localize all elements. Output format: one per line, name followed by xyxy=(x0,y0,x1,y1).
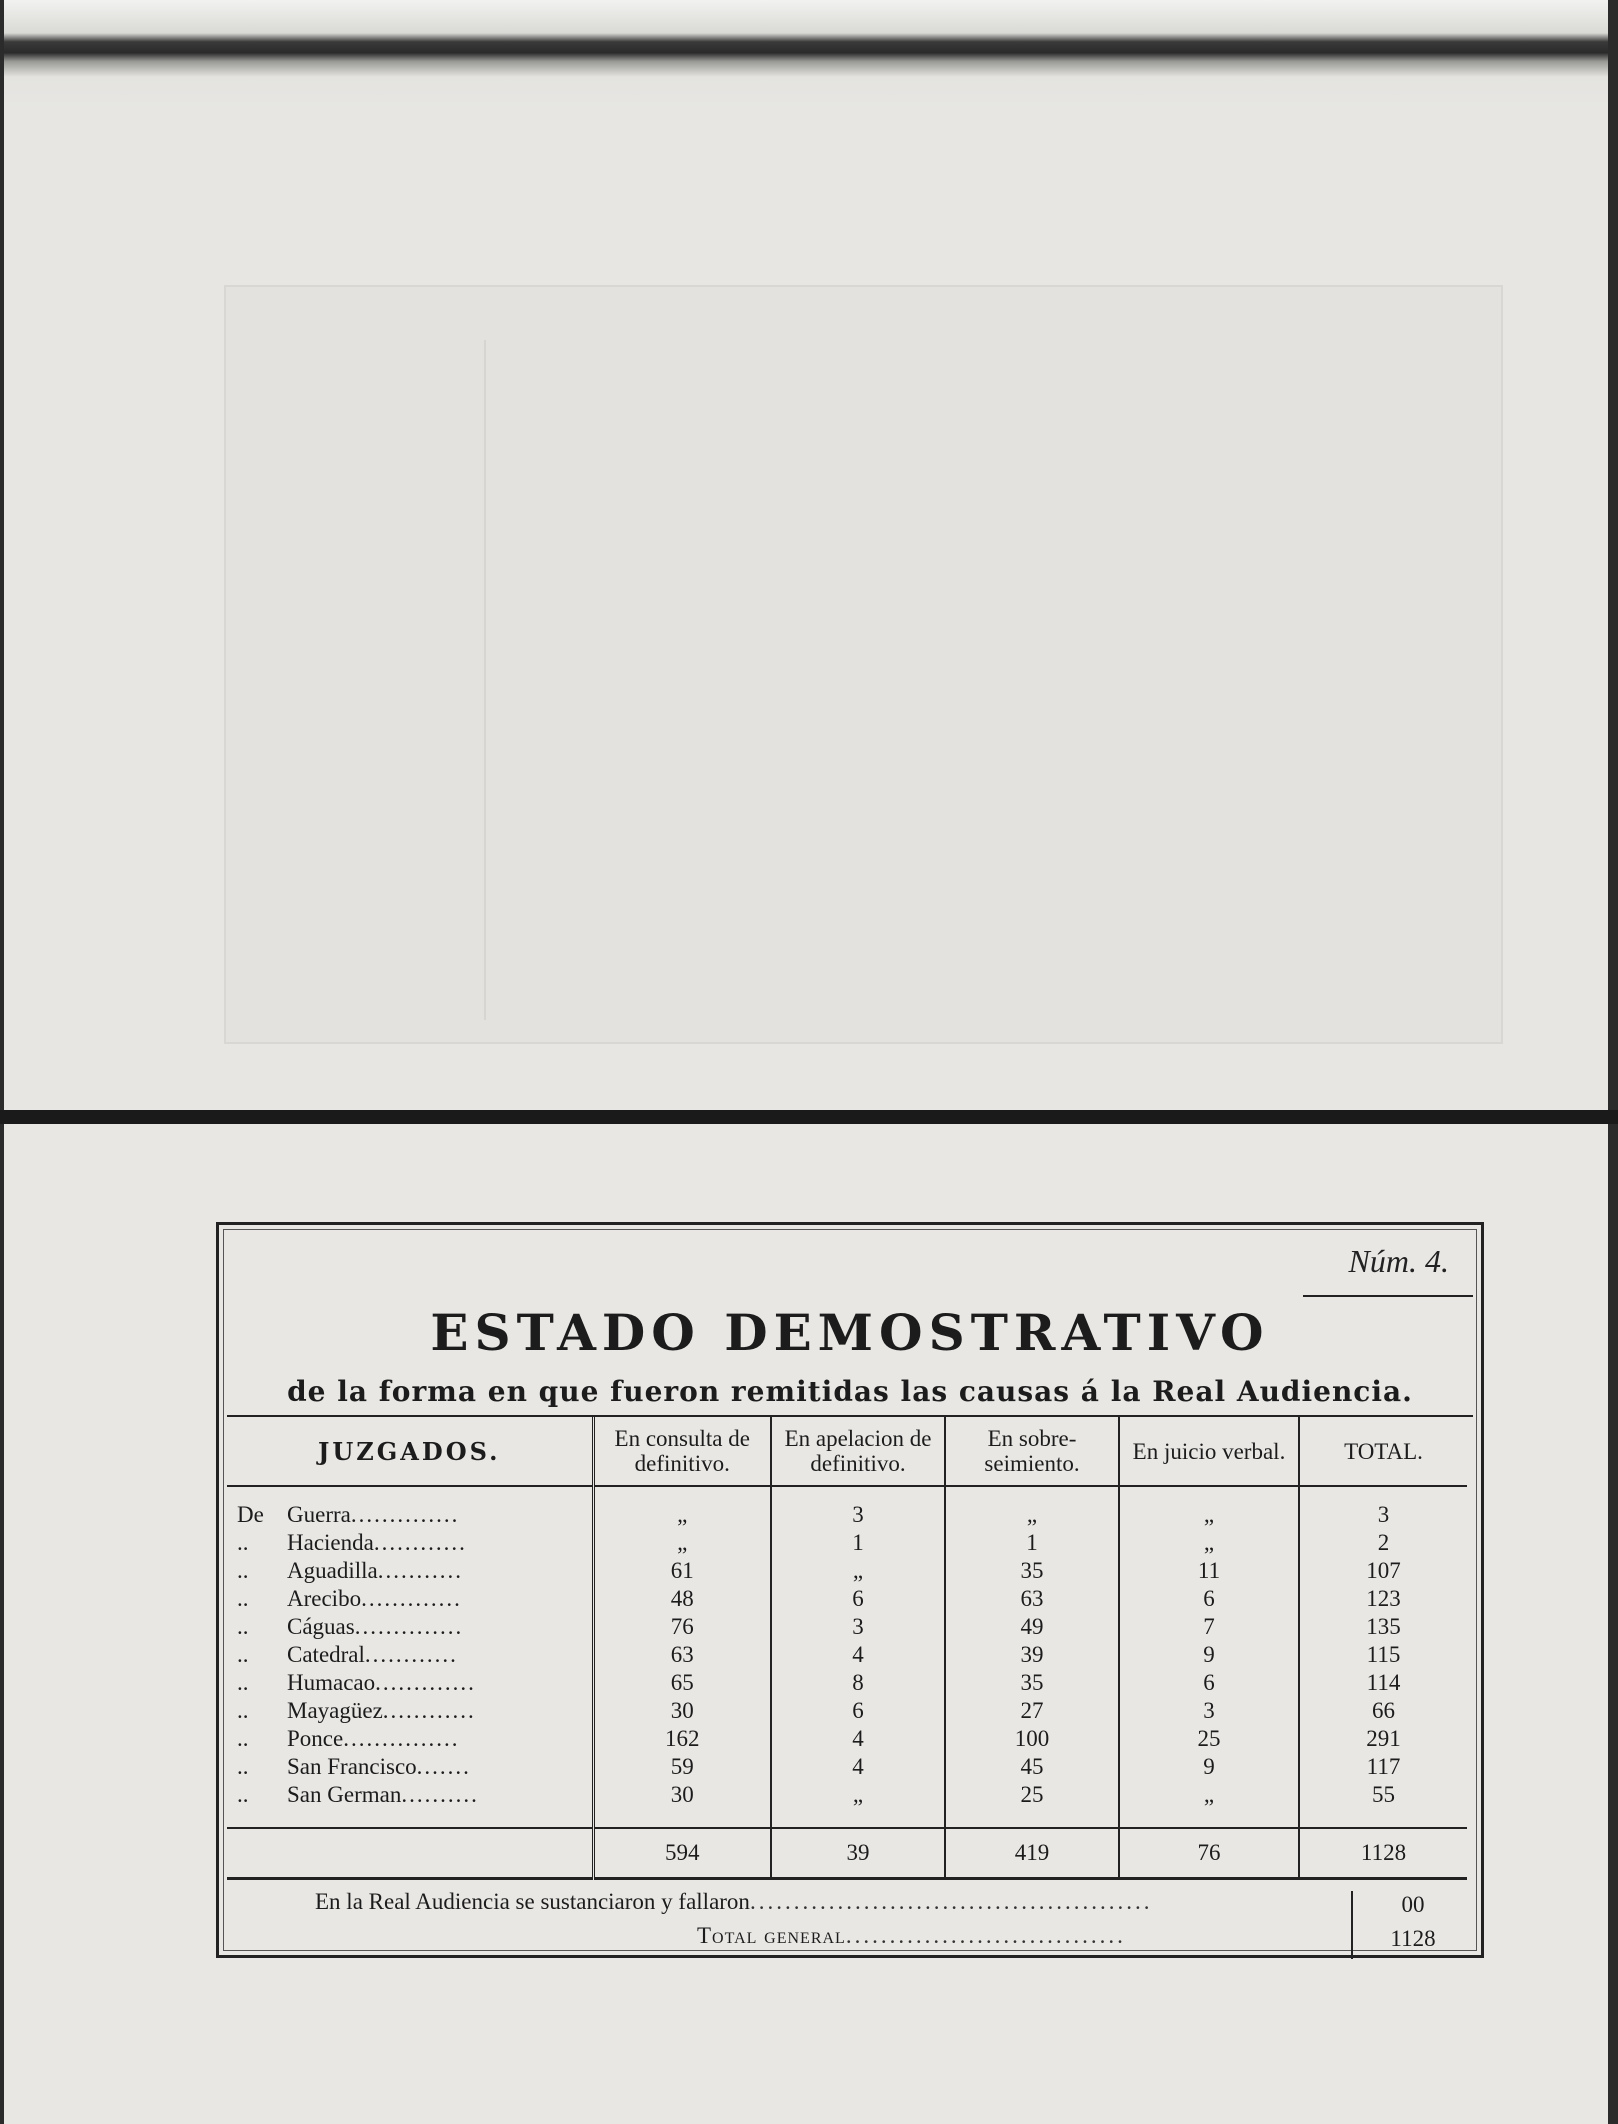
juzgado-cell xyxy=(227,1486,593,1529)
summary-general-label: Total general................................ xyxy=(697,1923,1126,1948)
summary-general-value: 1128 xyxy=(1351,1925,1473,1959)
page-divider xyxy=(0,1110,1618,1124)
number-label: Núm. 4. xyxy=(1348,1243,1449,1279)
table-header-row xyxy=(227,1417,1467,1486)
show-through-rule xyxy=(484,340,1406,1020)
cell-apelacion: 8 xyxy=(771,1669,945,1697)
juzgado-cell xyxy=(227,1781,593,1828)
cell-total: 114 xyxy=(1299,1669,1467,1697)
cell-total: 107 xyxy=(1299,1557,1467,1585)
table-row xyxy=(227,1529,1467,1557)
table-row xyxy=(227,1725,1467,1753)
juzgado-cell xyxy=(227,1613,593,1641)
leader-dots: .......... xyxy=(401,1782,479,1807)
juzgado-name: Humacao xyxy=(287,1670,376,1695)
cell-verbal: „ xyxy=(1119,1529,1299,1557)
cell-sobreseimiento: 49 xyxy=(945,1613,1119,1641)
table-row xyxy=(227,1753,1467,1781)
juzgado-cell xyxy=(227,1585,593,1613)
causas-table xyxy=(227,1417,1467,1880)
cell-total: 3 xyxy=(1299,1486,1467,1529)
cell-consulta: 48 xyxy=(593,1585,771,1613)
document-title: ESTADO DEMOSTRATIVO xyxy=(430,1303,1270,1362)
estado-demostrativo-table-frame xyxy=(216,1222,1484,1958)
cell-verbal: „ xyxy=(1119,1781,1299,1828)
cell-apelacion: 3 xyxy=(771,1613,945,1641)
leader-dots: ............. xyxy=(375,1670,476,1695)
summary-block xyxy=(227,1885,1473,1953)
cell-consulta: 30 xyxy=(593,1697,771,1725)
summary-audiencia-row xyxy=(227,1885,1473,1919)
juzgado-name: Catedral xyxy=(287,1642,365,1667)
juzgado-name: San German xyxy=(287,1782,402,1807)
total-apelacion: 39 xyxy=(771,1828,945,1879)
col-header-total: TOTAL. xyxy=(1299,1417,1467,1486)
juzgado-prefix: .. xyxy=(237,1586,249,1611)
cell-consulta: 76 xyxy=(593,1613,771,1641)
cell-sobreseimiento: 25 xyxy=(945,1781,1119,1828)
juzgado-cell xyxy=(227,1641,593,1669)
col-header-apelacion: En apelacion de definitivo. xyxy=(771,1417,945,1486)
leader-dots: ............. xyxy=(361,1586,462,1611)
juzgado-name: Mayagüez xyxy=(287,1698,383,1723)
col-header-sobreseimiento: En sobre- seimiento. xyxy=(945,1417,1119,1486)
cell-apelacion: 1 xyxy=(771,1529,945,1557)
table-row xyxy=(227,1697,1467,1725)
leader-dots: ........... xyxy=(377,1558,463,1583)
cell-total: 135 xyxy=(1299,1613,1467,1641)
cell-total: 115 xyxy=(1299,1641,1467,1669)
cell-verbal: „ xyxy=(1119,1486,1299,1529)
juzgado-name: Guerra xyxy=(287,1502,351,1527)
cell-apelacion: 6 xyxy=(771,1697,945,1725)
cell-verbal: 25 xyxy=(1119,1725,1299,1753)
cell-apelacion: 6 xyxy=(771,1585,945,1613)
juzgado-prefix: .. xyxy=(237,1558,249,1583)
cell-sobreseimiento: 63 xyxy=(945,1585,1119,1613)
summary-general-row xyxy=(227,1919,1473,1953)
juzgado-cell xyxy=(227,1725,593,1753)
cell-total: 291 xyxy=(1299,1725,1467,1753)
juzgado-cell xyxy=(227,1753,593,1781)
cell-total: 117 xyxy=(1299,1753,1467,1781)
table-row xyxy=(227,1486,1467,1529)
juzgado-cell xyxy=(227,1557,593,1585)
summary-audiencia-value: 00 xyxy=(1351,1891,1473,1925)
cell-verbal: 3 xyxy=(1119,1697,1299,1725)
table-row xyxy=(227,1613,1467,1641)
cell-verbal: 9 xyxy=(1119,1641,1299,1669)
cell-total: 2 xyxy=(1299,1529,1467,1557)
total-total: 1128 xyxy=(1299,1828,1467,1879)
table-row xyxy=(227,1557,1467,1585)
cell-consulta: 30 xyxy=(593,1781,771,1828)
cell-consulta: „ xyxy=(593,1486,771,1529)
totals-row xyxy=(227,1828,1467,1879)
leader-dots: ............ xyxy=(373,1530,467,1555)
juzgado-prefix: .. xyxy=(237,1782,249,1807)
top-page-edge xyxy=(4,0,1608,110)
cell-consulta: 162 xyxy=(593,1725,771,1753)
cell-verbal: 7 xyxy=(1119,1613,1299,1641)
cell-verbal: 6 xyxy=(1119,1585,1299,1613)
cell-verbal: 11 xyxy=(1119,1557,1299,1585)
juzgado-prefix: .. xyxy=(237,1726,249,1751)
cell-sobreseimiento: 1 xyxy=(945,1529,1119,1557)
document-subtitle: de la forma en que fueron remitidas las causas á la Real Audiencia. xyxy=(287,1375,1413,1408)
table-row xyxy=(227,1669,1467,1697)
table-row xyxy=(227,1585,1467,1613)
leader-dots: .............. xyxy=(354,1614,464,1639)
total-consulta: 594 xyxy=(593,1828,771,1879)
juzgado-name: Cáguas xyxy=(287,1614,355,1639)
cell-apelacion: 3 xyxy=(771,1486,945,1529)
number-rule xyxy=(1303,1295,1473,1297)
leader-dots: ............ xyxy=(364,1642,458,1667)
juzgado-prefix: .. xyxy=(237,1698,249,1723)
cell-apelacion: „ xyxy=(771,1781,945,1828)
cell-total: 123 xyxy=(1299,1585,1467,1613)
juzgado-prefix: .. xyxy=(237,1614,249,1639)
juzgado-name: San Francisco xyxy=(287,1754,417,1779)
juzgado-cell xyxy=(227,1529,593,1557)
cell-consulta: 61 xyxy=(593,1557,771,1585)
cell-verbal: 6 xyxy=(1119,1669,1299,1697)
juzgado-name: Aguadilla xyxy=(287,1558,378,1583)
total-sobreseimiento: 419 xyxy=(945,1828,1119,1879)
total-verbal: 76 xyxy=(1119,1828,1299,1879)
cell-sobreseimiento: 100 xyxy=(945,1725,1119,1753)
col-header-consulta: En consulta de definitivo. xyxy=(593,1417,771,1486)
cell-sobreseimiento: „ xyxy=(945,1486,1119,1529)
cell-apelacion: 4 xyxy=(771,1753,945,1781)
cell-sobreseimiento: 35 xyxy=(945,1557,1119,1585)
cell-sobreseimiento: 45 xyxy=(945,1753,1119,1781)
cell-consulta: 59 xyxy=(593,1753,771,1781)
juzgado-prefix: .. xyxy=(237,1754,249,1779)
table-row xyxy=(227,1781,1467,1828)
cell-apelacion: „ xyxy=(771,1557,945,1585)
cell-verbal: 9 xyxy=(1119,1753,1299,1781)
cell-total: 66 xyxy=(1299,1697,1467,1725)
juzgado-cell xyxy=(227,1669,593,1697)
juzgado-name: Arecibo xyxy=(287,1586,362,1611)
juzgado-prefix: .. xyxy=(237,1670,249,1695)
cell-total: 55 xyxy=(1299,1781,1467,1828)
col-header-juzgados: JUZGADOS. xyxy=(227,1417,593,1486)
juzgado-name: Hacienda xyxy=(287,1530,374,1555)
cell-consulta: „ xyxy=(593,1529,771,1557)
juzgado-prefix: .. xyxy=(237,1530,249,1555)
cell-apelacion: 4 xyxy=(771,1725,945,1753)
leader-dots: ............... xyxy=(343,1726,460,1751)
leader-dots: ............ xyxy=(382,1698,476,1723)
cell-apelacion: 4 xyxy=(771,1641,945,1669)
cell-consulta: 65 xyxy=(593,1669,771,1697)
juzgado-prefix: .. xyxy=(237,1642,249,1667)
juzgado-cell xyxy=(227,1697,593,1725)
juzgado-prefix: De xyxy=(237,1502,264,1527)
table-row xyxy=(227,1641,1467,1669)
cell-sobreseimiento: 39 xyxy=(945,1641,1119,1669)
summary-audiencia-label: En la Real Audiencia se sustanciaron y fallaron.............................................. xyxy=(315,1889,1153,1914)
blank-facing-page xyxy=(4,110,1608,1110)
col-header-verbal: En juicio verbal. xyxy=(1119,1417,1299,1486)
cell-sobreseimiento: 35 xyxy=(945,1669,1119,1697)
leader-dots: .............. xyxy=(350,1502,460,1527)
totals-label-cell xyxy=(227,1828,593,1879)
juzgado-name: Ponce xyxy=(287,1726,344,1751)
cell-consulta: 63 xyxy=(593,1641,771,1669)
leader-dots: ....... xyxy=(416,1754,471,1779)
cell-sobreseimiento: 27 xyxy=(945,1697,1119,1725)
